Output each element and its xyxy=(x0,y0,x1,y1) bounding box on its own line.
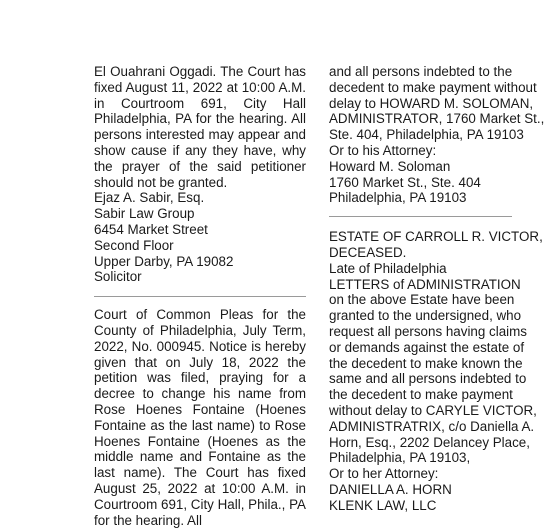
left-column xyxy=(94,64,306,528)
attorney-line: Ejaz A. Sabir, Esq. xyxy=(94,190,205,206)
notice-line: or demands against the estate of xyxy=(329,339,525,355)
notice-line: without delay to CARYLE VICTOR, xyxy=(329,402,537,418)
right-column xyxy=(329,64,559,514)
estate-heading: ESTATE OF CARROLL R. VICTOR, xyxy=(329,229,543,245)
divider xyxy=(329,216,512,217)
notice-line: same and all persons indebted to xyxy=(329,371,527,387)
soloman-notice xyxy=(329,64,559,206)
notice-line: granted to the undersigned, who xyxy=(329,308,522,324)
notice-line: 1760 Market St., Ste. 404 xyxy=(329,174,481,190)
notice-line: Howard M. Soloman xyxy=(329,158,451,174)
attorney-line: Solicitor xyxy=(94,269,142,285)
notice-line: Or to his Attorney: xyxy=(329,142,437,158)
attorney-line: Sabir Law Group xyxy=(94,206,195,222)
attorney-line: Second Floor xyxy=(94,237,174,253)
notice-line: ADMINISTRATRIX, c/o Daniella A. xyxy=(329,418,535,434)
notice-line: Or to her Attorney: xyxy=(329,466,439,482)
attorney-line: Upper Darby, PA 19082 xyxy=(94,253,234,269)
estate-heading: DECEASED. xyxy=(329,244,407,260)
notice-line: KLENK LAW, LLC xyxy=(329,497,437,513)
attorney-line: 6454 Market Street xyxy=(94,221,208,237)
notice-line: ADMINISTRATOR, 1760 Market St., xyxy=(329,111,545,127)
divider xyxy=(94,296,306,297)
notice-line: request all persons having claims xyxy=(329,323,527,339)
notice-hearing-text: El Ouahrani Oggadi. The Court has fixed August 11, 2022 at 10:00 A.M. in Courtroom 691, City Hall Philadelphia, PA for the hearing. All persons interested may appear and show cause if any they have, why the prayer of the said petitioner should not be granted. xyxy=(94,64,306,190)
notice-line: the decedent to make known the xyxy=(329,355,523,371)
notice-line: and all persons indebted to the xyxy=(329,64,513,79)
notice-line: delay to HOWARD M. SOLOMAN, xyxy=(329,95,534,111)
notice-line: LETTERS of ADMINISTRATION xyxy=(329,276,521,292)
notice-line: decedent to make payment without xyxy=(329,79,537,95)
name-change-notice-text: Court of Common Pleas for the County of Philadelphia, July Term, 2022, No. 000945. Notice is hereby given that on July 18, 2022 the petition was filed, praying for a decree to change his name from Rose Hoenes Fontaine (Hoenes Fontaine as the last name) to Rose Hoenes Fontaine (Hoenes as the middle name and Fontaine as the last name). The Court has fixed August 25, 2022 at 10:00 A.M. in Courtroom 691, City Hall, Phila., PA for the hearing. All xyxy=(94,307,306,528)
victor-estate-notice xyxy=(329,229,559,513)
notice-line: Late of Philadelphia xyxy=(329,260,447,276)
notice-line: Horn, Esq., 2202 Delancey Place, xyxy=(329,434,530,450)
notice-line: Ste. 404, Philadelphia, PA 19103 xyxy=(329,127,524,143)
notice-line: the decedent to make payment xyxy=(329,387,513,403)
notice-line: Philadelphia, PA 19103, xyxy=(329,450,471,466)
notice-line: DANIELLA A. HORN xyxy=(329,481,452,497)
notice-line: Philadelphia, PA 19103 xyxy=(329,190,467,206)
attorney-block xyxy=(94,190,306,285)
notice-line: on the above Estate have been xyxy=(329,292,515,308)
